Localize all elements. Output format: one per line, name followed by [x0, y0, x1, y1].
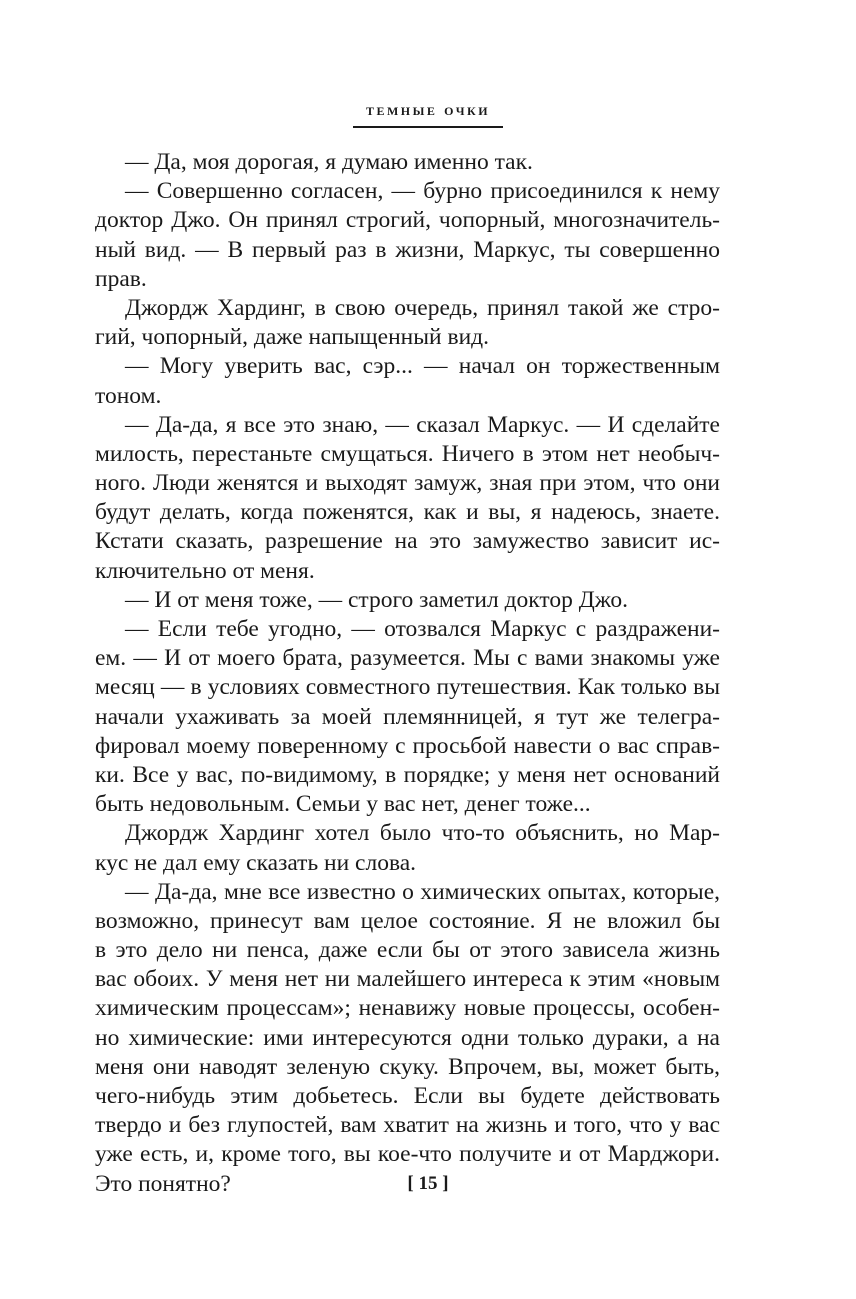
text-line: чего-нибудь этим добьетесь. Если вы будете действовать	[95, 1083, 720, 1109]
running-title: темные очки	[353, 100, 503, 128]
text-line: ключительно от меня.	[95, 557, 315, 584]
text-line: — Могу уверить вас, сэр... — начал он торжественным	[125, 353, 720, 380]
text-line: ного. Люди женятся и выходят замуж, зная при этом, что они	[95, 470, 720, 497]
text-line: — И от меня тоже, — строго заметил доктор Джо.	[125, 586, 629, 613]
text-line: — Да-да, я все это знаю, — сказал Маркус. — И сделайте	[125, 411, 720, 438]
text-line: химическим процессам»; ненавижу новые процессы, особен-	[95, 995, 720, 1022]
text-line: вас обоих. У меня нет ни малейшего интереса к этим «новым	[95, 966, 720, 993]
text-line: Кстати сказать, разрешение на это замужество зависит ис-	[95, 528, 720, 555]
text-line: Джордж Хардинг, в свою очередь, принял такой же стро-	[125, 294, 720, 321]
text-line: милость, перестаньте смущаться. Ничего в этом нет необыч-	[95, 440, 720, 467]
text-line: будут делать, когда поженятся, как и вы, я надеюсь, знаете.	[95, 499, 720, 526]
text-line: быть недовольным. Семьи у вас нет, денег тоже...	[95, 791, 591, 818]
text-line: Джордж Хардинг хотел было что-то объяснить, но Мар-	[125, 820, 720, 847]
text-line: Это понятно?	[95, 1170, 231, 1197]
text-line: — Да-да, мне все известно о химических опытах, которые,	[125, 878, 720, 905]
text-line: тоном.	[95, 382, 162, 409]
text-line: кус не дал ему сказать ни слова.	[95, 849, 417, 876]
text-line: меня они наводят зеленую скуку. Впрочем, вы, может быть,	[95, 1053, 720, 1080]
text-line: ный вид. — В первый раз в жизни, Маркус, ты совершенно	[95, 236, 720, 263]
text-line: в это дело ни пенса, даже если бы от этого зависела жизнь	[95, 937, 720, 964]
text-line: месяц — в условиях совместного путешествия. Как только вы	[95, 674, 720, 701]
text-line: возможно, принесут вам целое состояние. Я не вложил бы	[95, 907, 720, 934]
running-header	[0, 100, 856, 128]
text-line: доктор Джо. Он принял строгий, чопорный, многозначитель-	[95, 207, 720, 234]
text-line: ем. — И от моего брата, разумеется. Мы с вами знакомы уже	[95, 645, 720, 672]
text-line: гий, чопорный, даже напыщенный вид.	[95, 324, 489, 351]
text-line: — Если тебе угодно, — отозвался Маркус с раздражени-	[125, 616, 720, 642]
text-line: начали ухаживать за моей племянницей, я тут же телегра-	[95, 703, 720, 730]
text-line: прав.	[95, 265, 147, 292]
text-line: уже есть, и, кроме того, вы кое-что получите и от Марджори.	[95, 1141, 720, 1168]
text-line: фировал моему поверенному с просьбой навести о вас справ-	[95, 732, 720, 759]
text-line: ки. Все у вас, по-видимому, в порядке; у меня нет оснований	[95, 761, 720, 788]
text-line: — Да, моя дорогая, я думаю именно так.	[125, 149, 533, 175]
text-line: — Совершенно согласен, — бурно присоединился к нему	[125, 178, 720, 205]
text-line: но химические: ими интересуются одни только дураки, а на	[95, 1024, 720, 1051]
page-number: [ 15 ]	[407, 1173, 449, 1194]
body-text	[95, 148, 720, 1199]
text-line: твердо и без глупостей, вам хватит на жизнь и того, что у вас	[95, 1112, 720, 1139]
